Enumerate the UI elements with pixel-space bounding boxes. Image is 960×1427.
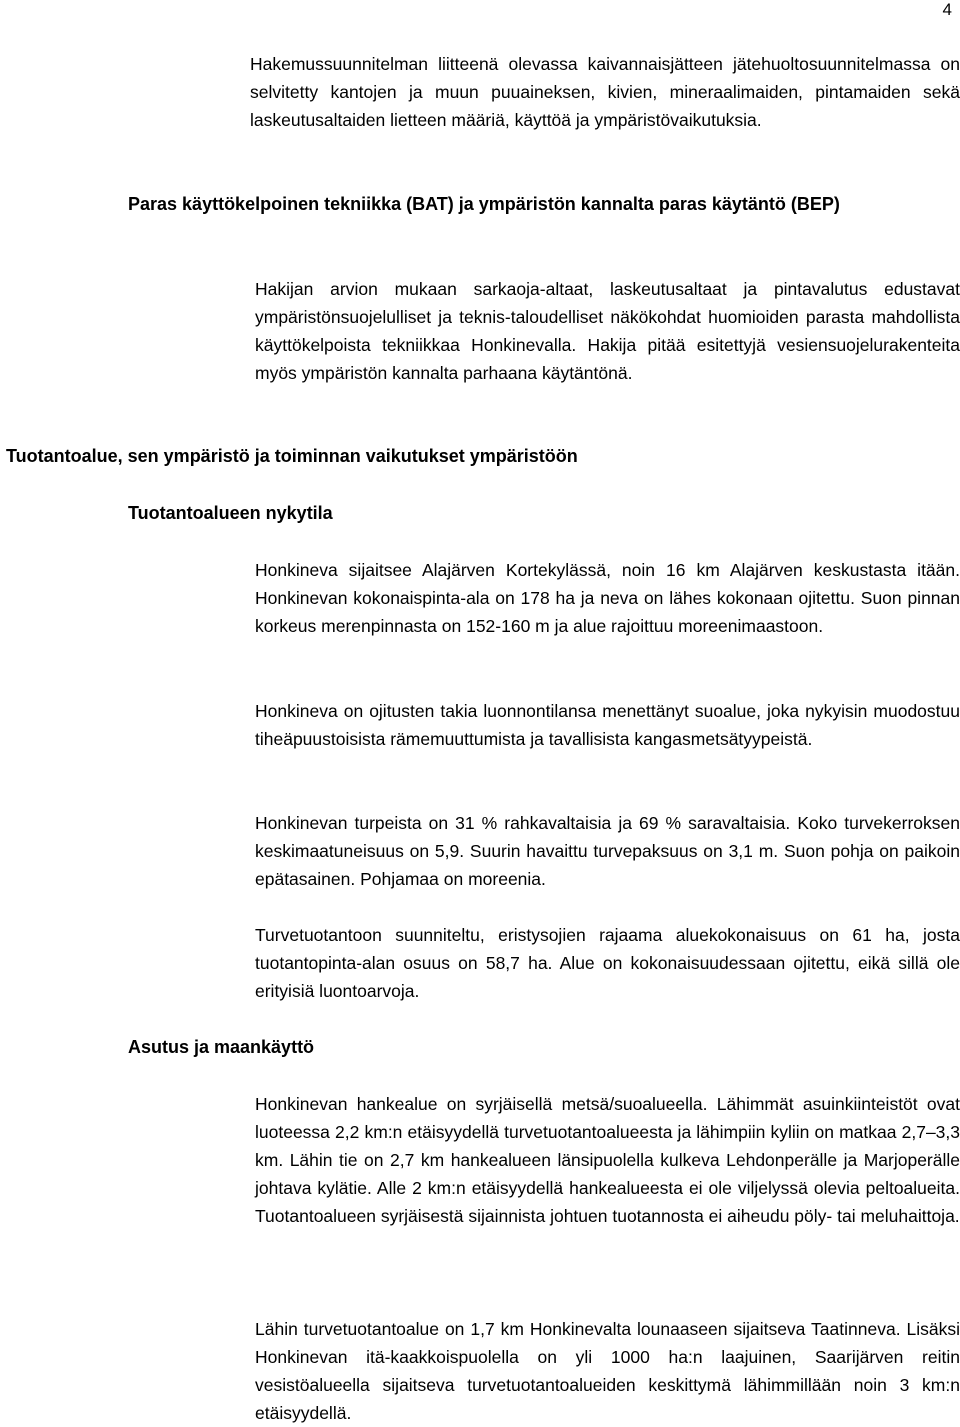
bat-paragraph: Hakijan arvion mukaan sarkaoja-altaat, laskeutusaltaat ja pintavalutus edustavat ympäristönsuojelulliset ja teknis-taloudelliset näkökohdat huomioiden parasta mahdollista käyttökelpoista tekniikkaa Honkinevalla. Hakija pitää esitettyjä vesiensuojelurakenteita myös ympäristön kannalta parhaana käytäntönä. [255, 279, 960, 383]
heading-tuotantoalue: Tuotantoalue, sen ympäristö ja toiminnan vaikutukset ympäristöön [6, 446, 578, 466]
asutus-paragraph-2: Lähin turvetuotantoalue on 1,7 km Honkinevalta lounaaseen sijaitseva Taatinneva. Lisäksi Honkinevan itä-kaakkoispuolella on yli 1000 ha:n laajuinen, Saarijärven reitin vesistöalueella sijaitseva turvetuotantoalueiden keskittymä lähimmillään noin 3 km:n etäisyydellä. [255, 1319, 960, 1423]
intro-paragraph: Hakemussuunnitelman liitteenä olevassa kaivannaisjätteen jätehuoltosuunnitelmassa on selvitetty kantojen ja muun puuaineksen, kivien, mineraalimaiden, pintamaiden sekä laskeutusaltaiden lietteen määriä, käyttöä ja ympäristövaikutuksia. [250, 54, 960, 130]
page-number: 4 [942, 0, 952, 19]
heading-nykytila: Tuotantoalueen nykytila [128, 503, 333, 523]
nykytila-paragraph-3: Honkinevan turpeista on 31 % rahkavaltaisia ja 69 % saravaltaisia. Koko turvekerroksen keskimaatuneisuus on 5,9. Suurin havaittu turvepaksuus on 3,1 m. Suon pohja on paikoin epätasainen. Pohjamaa on moreenia. [255, 813, 960, 889]
asutus-paragraph-1: Honkinevan hankealue on syrjäisellä metsä/suoalueella. Lähimmät asuinkiinteistöt ovat luoteessa 2,2 km:n etäisyydellä turvetuotantoalueesta ja lähimpiin kyliin on matkaa 2,7–3,3 km. Lähin tie on 2,7 km hankealueen länsipuolella kulkeva Lehdonperälle ja Marjoperälle johtava kylätie. Alle 2 km:n etäisyydellä hankealueesta ei ole viljelyssä olevia peltoalueita. Tuotantoalueen syrjäisestä sijainnista johtuen tuotannosta ei aiheudu pöly- tai meluhaittoja. [255, 1094, 960, 1226]
nykytila-paragraph-1: Honkineva sijaitsee Alajärven Kortekylässä, noin 16 km Alajärven keskustasta itään. Honkinevan kokonaispinta-ala on 178 ha ja neva on lähes kokonaan ojitettu. Suon pinnan korkeus merenpinnasta on 152-160 m ja alue rajoittuu moreenimaastoon. [255, 560, 960, 636]
nykytila-paragraph-2: Honkineva on ojitusten takia luonnontilansa menettänyt suoalue, joka nykyisin muodostuu tiheäpuustoisista rämemuuttumista ja tavallisista kangasmetsätyypeistä. [255, 701, 960, 749]
heading-bat-bep: Paras käyttökelpoinen tekniikka (BAT) ja ympäristön kannalta paras käytäntö (BEP) [128, 194, 840, 214]
heading-asutus: Asutus ja maankäyttö [128, 1037, 315, 1057]
nykytila-paragraph-4: Turvetuotantoon suunniteltu, eristysojien rajaama aluekokonaisuus on 61 ha, josta tuotantopinta-alan osuus on 58,7 ha. Alue on kokonaisuudessaan ojitettu, eikä sillä ole erityisiä luontoarvoja. [255, 925, 960, 1001]
